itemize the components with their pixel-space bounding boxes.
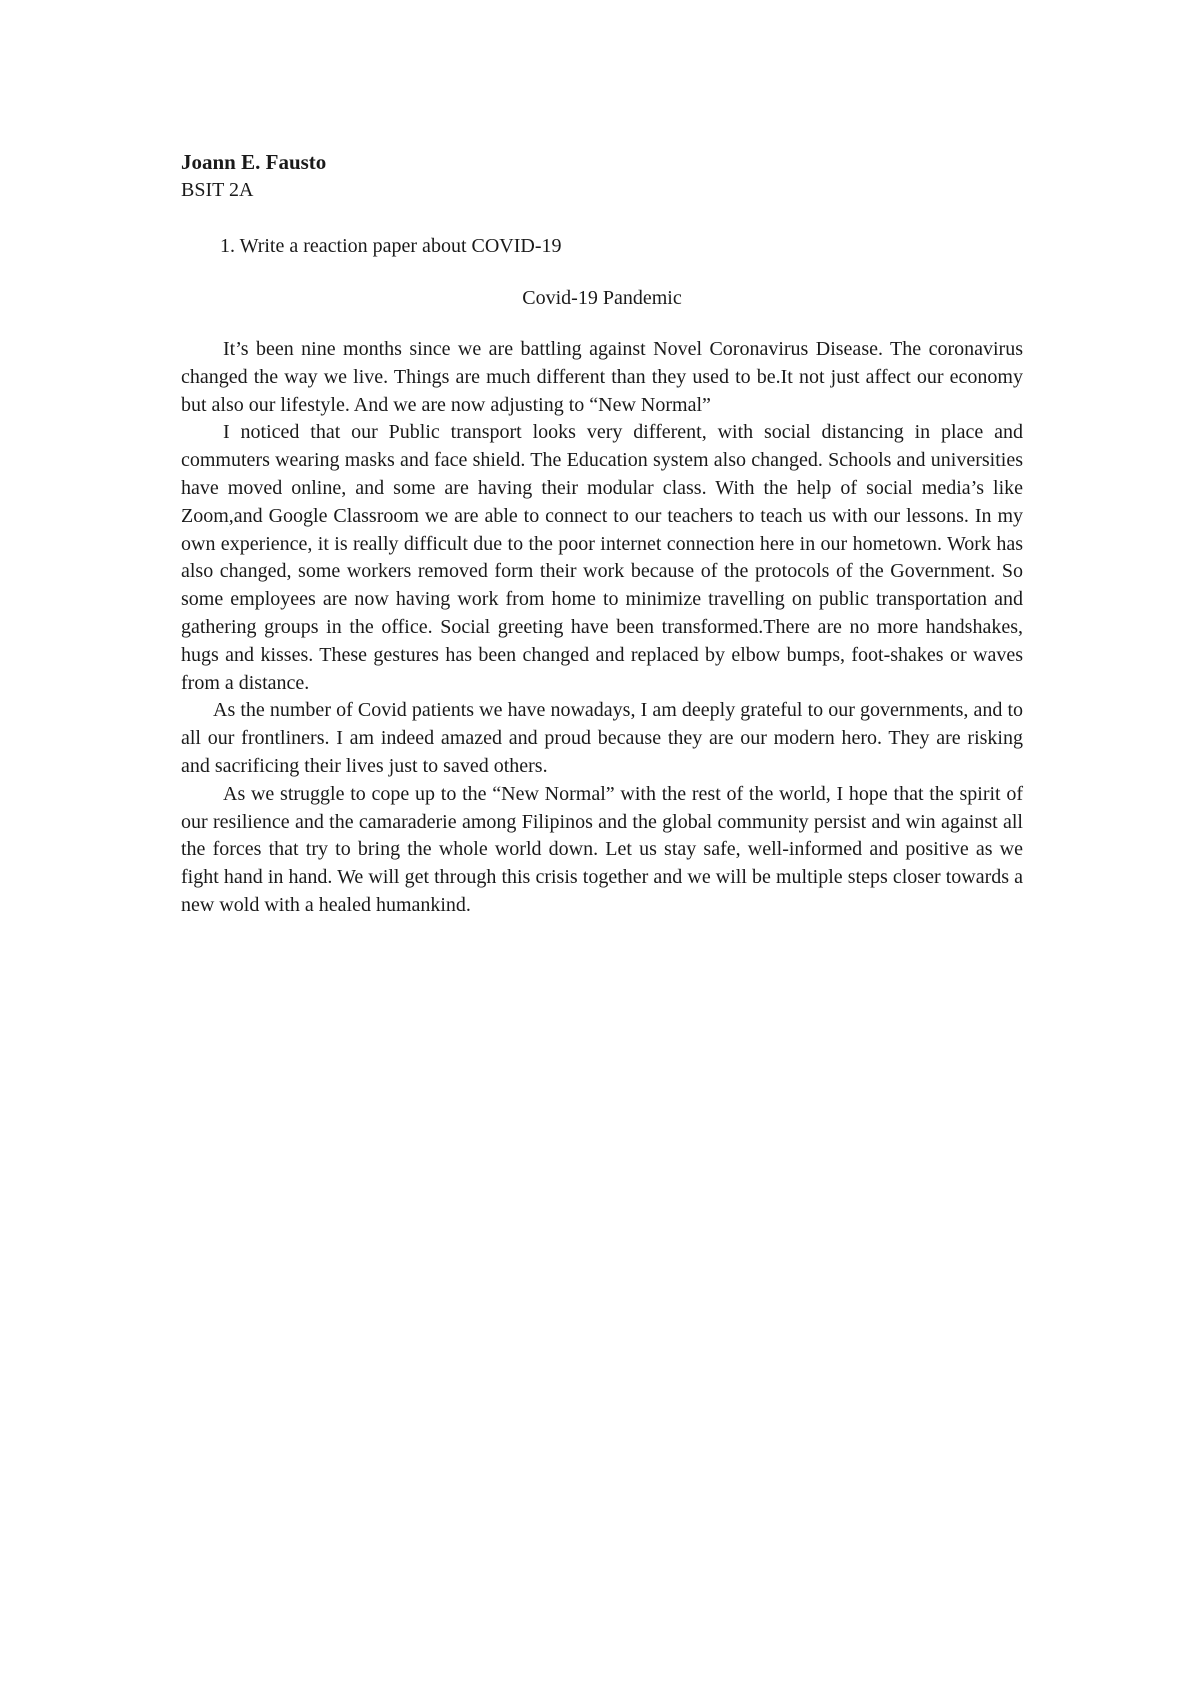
essay-paragraph: As we struggle to cope up to the “New Normal” with the rest of the world, I hope that the spirit of our resilience and the camaraderie among Filipinos and the global community persist and win against all the forces that try to bring the whole world down. Let us stay safe, well-informed and positive as we fight hand in hand. We will get through this crisis together and we will be multiple steps closer towards a new wold with a healed humankind. (181, 782, 1023, 916)
essay-body (181, 336, 1023, 920)
assignment-question: 1. Write a reaction paper about COVID-19 (220, 235, 562, 257)
class-section: BSIT 2A (181, 179, 254, 201)
essay-paragraph: I noticed that our Public transport looks very different, with social distancing in place and commuters wearing masks and face shield. The Education system also changed. Schools and universities have moved online, and some are having their modular class. With the help of social media’s like Zoom,and Google Classroom we are able to connect to our teachers to teach us with our lessons. In my own experience, it is really difficult due to the poor internet connection here in our hometown. Work has also changed, some workers removed form their work because of the protocols of the Government. So some employees are now having work from home to minimize travelling on public transportation and gathering groups in the office. Social greeting have been transformed.There are no more handshakes, hugs and kisses. These gestures has been changed and replaced by elbow bumps, foot-shakes or waves from a distance. (181, 421, 1023, 694)
essay-paragraph: As the number of Covid patients we have nowadays, I am deeply grateful to our governments, and to all our frontliners. I am indeed amazed and proud because they are our modern hero. They are risking and sacrificing their lives just to saved others. (181, 699, 1023, 777)
essay-paragraph: It’s been nine months since we are battling against Novel Coronavirus Disease. The coronavirus changed the way we live. Things are much different than they used to be.It not just affect our economy but also our lifestyle. And we are now adjusting to “New Normal” (181, 338, 1023, 416)
essay-title: Covid-19 Pandemic (522, 287, 682, 309)
author-name: Joann E. Fausto (181, 150, 327, 174)
